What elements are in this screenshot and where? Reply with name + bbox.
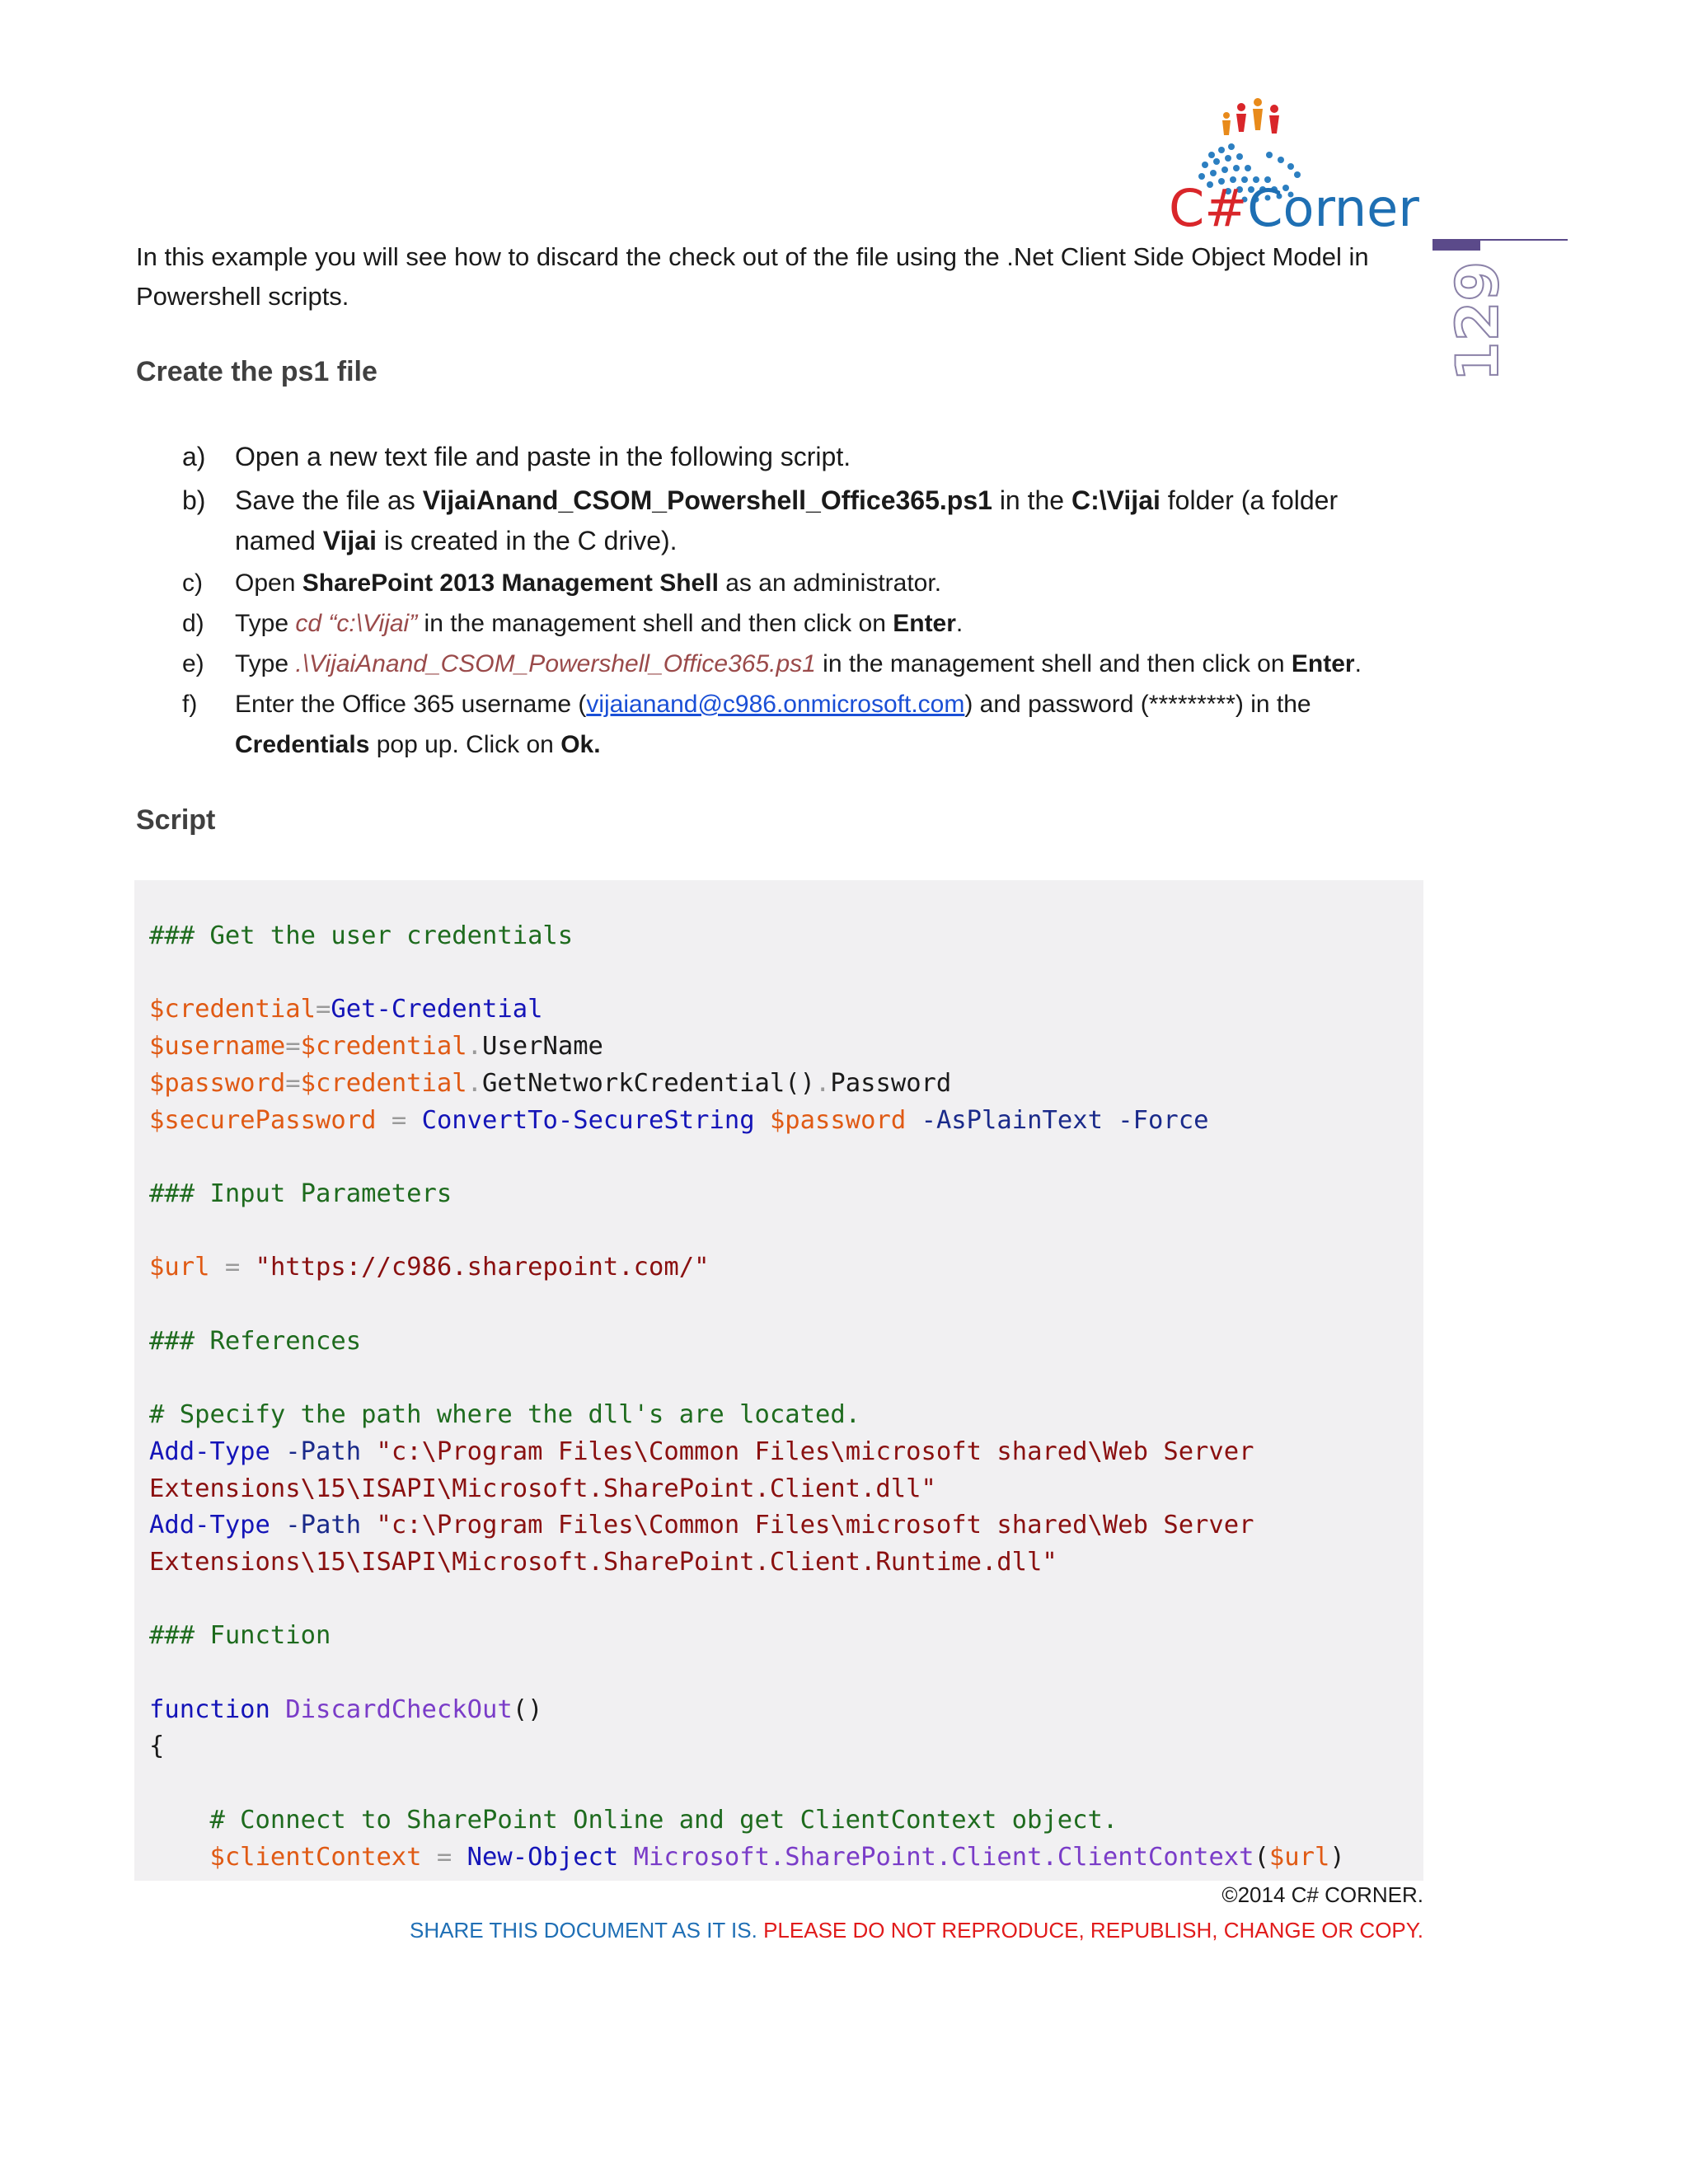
code-listing: ### Get the user credentials $credential=Get-Credential $username=$credential.UserName $password=$credential.GetNetworkCredential().Password $securePassword = ConvertTo-SecureString $password -AsPlainText -Force ### Input Parameters $url = "https://c986.sharepoint.com/" ### References # Specify the path where the dll's are located. Add-Type -Path "c:\Program Files\Common Files\microsoft shared\Web Server Extensions\15\ISAPI\Microsoft.SharePoint.Client.dll" Add-Type -Path "c:\Program Files\Common Files\microsoft shared\Web Server Extensions\15\ISAPI\Microsoft.SharePoint.Client.Runtime.dll" ### Function function DiscardCheckOut() { # Connect to SharePoint Online and get ClientContext object. $clientContext = New-Object Microsoft.SharePoint.Client.ClientContext($url) [149,921,1345,1872]
list-item: c) Open SharePoint 2013 Management Shell as an administrator. [182,569,942,597]
intro-paragraph: In this example you will see how to discard the check out of the file using the .Net Client Side Object Model in Powershell scripts. [136,242,1369,311]
list-item: e) Type .\VijaiAnand_CSOM_Powershell_Office365.ps1 in the management shell and then click on Enter. [182,650,1362,677]
list-item: b) Save the file as VijaiAnand_CSOM_Powershell_Office365.ps1 in the C:\Vijai folder (a folder named Vijai is created in the C drive). [182,485,1339,555]
page-number: 129 [1444,260,1512,382]
logo-wordmark [1169,180,1419,237]
footer-warning-text: PLEASE DO NOT REPRODUCE, REPUBLISH, CHANGE OR COPY. [763,1918,1423,1943]
heading-script: Script [136,804,216,836]
page-number-bar [1432,239,1480,251]
email-link[interactable]: vijaianand@c986.onmicrosoft.com [586,691,965,718]
footer-share-text: SHARE THIS DOCUMENT AS IT IS. [409,1918,757,1943]
list-item: f) Enter the Office 365 username (vijaianand@c986.onmicrosoft.com) and password (*********) in the Credentials pop up. Click on Ok. [182,691,1311,758]
steps-list [136,437,1422,765]
logo-text-suffix: Corner [1247,178,1419,238]
heading-create-ps1: Create the ps1 file [136,356,377,387]
footer-notice [0,1918,1423,1943]
logo-text-prefix: C# [1169,178,1248,238]
list-item: d) Type cd “c:\Vijai” in the management shell and then click on Enter. [182,610,964,637]
code-block [134,880,1423,1881]
list-item: a) Open a new text file and paste in the following script. [182,442,851,471]
footer-copyright: ©2014 C# CORNER. [1221,1882,1423,1907]
